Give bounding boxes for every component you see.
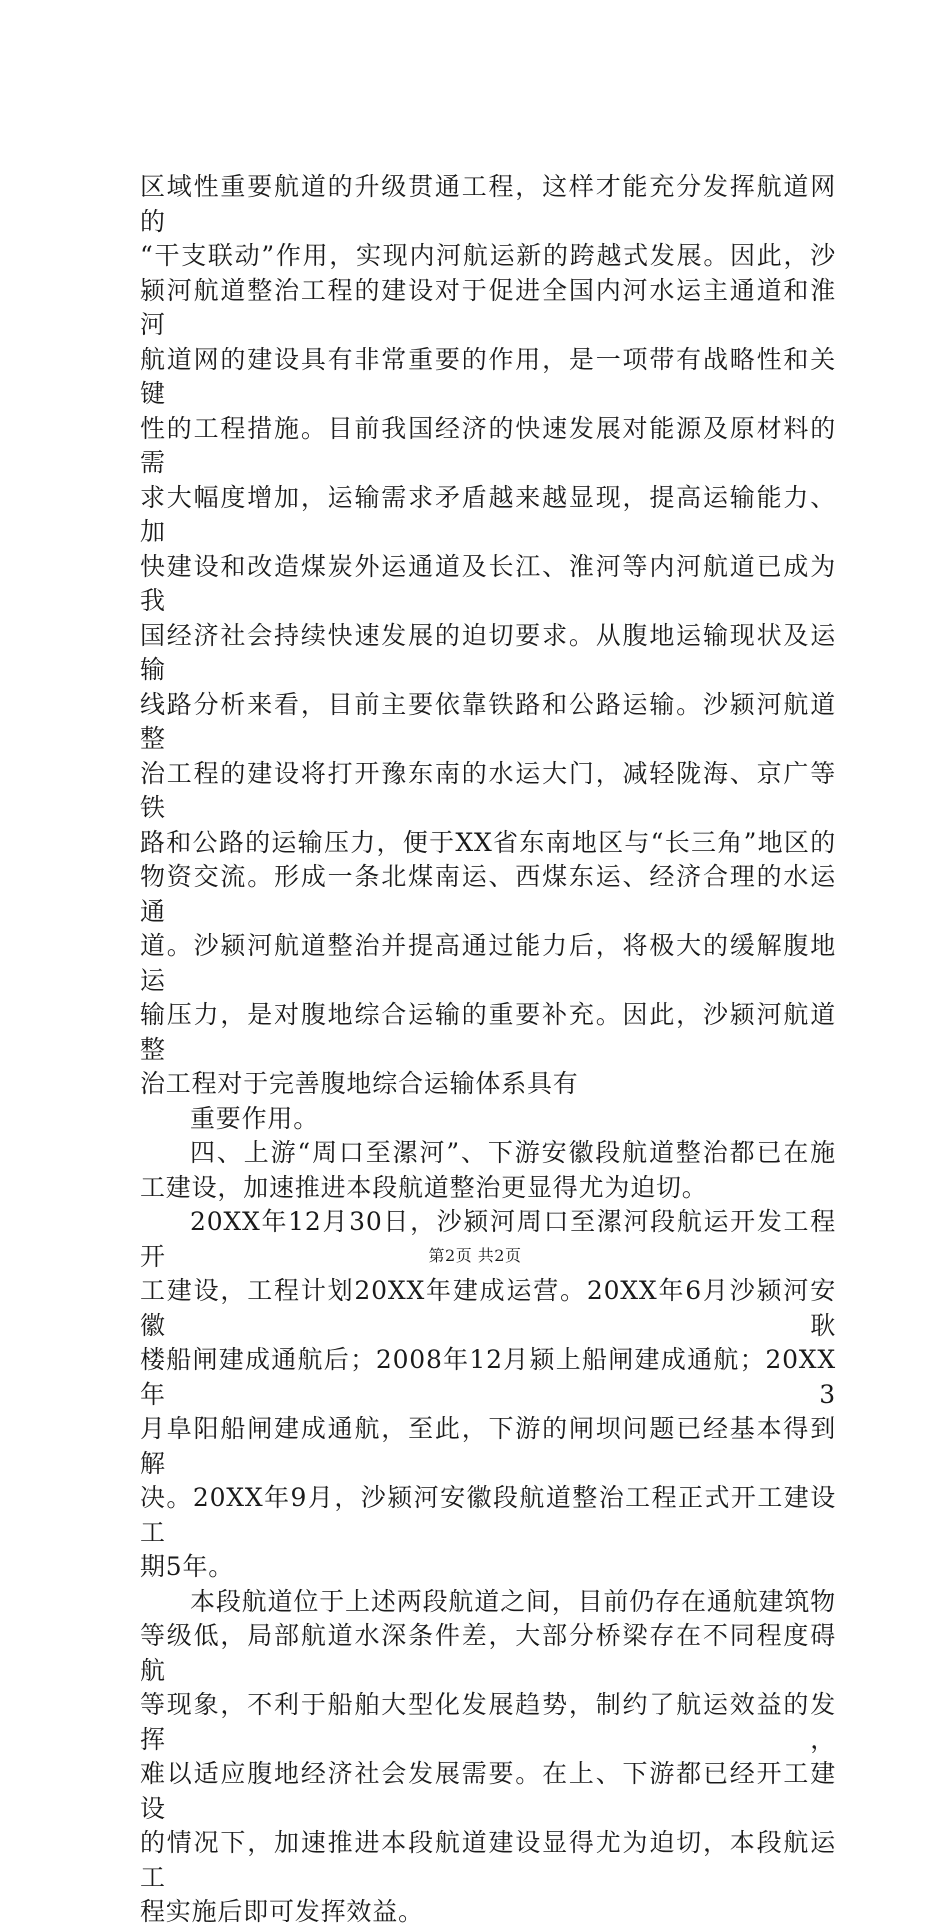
text-line: 期5年。 [140,1552,235,1581]
text-line: 决。20XX年9月，沙颍河安徽段航道整治工程正式开工建设工 [140,1483,836,1547]
text-line: 等级低，局部航道水深条件差，大部分桥梁存在不同程度碍航 [140,1621,836,1685]
text-line: 程实施后即可发挥效益。 [140,1897,424,1926]
text-line: 等现象，不利于船舶大型化发展趋势，制约了航运效益的发挥， [140,1690,836,1754]
paragraph-section-four [140,1136,836,1205]
text-line: 性的工程措施。目前我国经济的快速发展对能源及原材料的需 [140,413,836,477]
text-line: 楼船闸建成通航后；2008年12月颍上船闸建成通航；20XX年3 [140,1345,836,1409]
text-line: 道。沙颍河航道整治并提高通过能力后，将极大的缓解腹地运 [140,931,836,995]
text-line: 国经济社会持续快速发展的迫切要求。从腹地运输现状及运输 [140,620,836,684]
text-line: 四、上游“周口至漯河”、下游安徽段航道整治都已在施 [190,1138,836,1167]
text-line: “干支联动”作用，实现内河航运新的跨越式发展。因此，沙 [140,241,836,270]
text-line: 治工程的建设将打开豫东南的水运大门，减轻陇海、京广等铁 [140,758,836,822]
text-line: 治工程对于完善腹地综合运输体系具有 [140,1069,579,1098]
text-line: 输压力，是对腹地综合运输的重要补充。因此，沙颍河航道整 [140,1000,836,1064]
text-line: 快建设和改造煤炭外运通道及长江、淮河等内河航道已成为我 [140,551,836,615]
paragraph [140,1585,836,1930]
text-line: 工建设，加速推进本段航道整治更显得尤为迫切。 [140,1172,708,1202]
text-line: 路和公路的运输压力，便于XX省东南地区与“长三角”地区的 [140,827,836,857]
text-line: 月阜阳船闸建成通航，至此，下游的闸坝问题已经基本得到解 [140,1414,836,1478]
paragraph [140,1102,836,1137]
text-line: 本段航道位于上述两段航道之间，目前仍存在通航建筑物 [190,1586,836,1616]
text-line: 工建设，工程计划20XX年建成运营。20XX年6月沙颍河安徽耿 [140,1276,836,1340]
document-body [140,170,836,1930]
text-line: 颍河航道整治工程的建设对于促进全国内河水运主通道和淮河 [140,275,836,339]
page-number-footer: 第2页 共2页 [428,1246,522,1265]
text-line: 重要作用。 [190,1103,320,1133]
text-line: 航道网的建设具有非常重要的作用，是一项带有战略性和关键 [140,344,836,408]
text-line: 线路分析来看，目前主要依靠铁路和公路运输。沙颍河航道整 [140,689,836,753]
text-line: 的情况下，加速推进本段航道建设显得尤为迫切，本段航运工 [140,1828,836,1892]
paragraph-continuation [140,170,836,1102]
text-line: 物资交流。形成一条北煤南运、西煤东运、经济合理的水运通 [140,862,836,926]
text-line: 难以适应腹地经济社会发展需要。在上、下游都已经开工建设 [140,1759,836,1823]
text-line: 求大幅度增加，运输需求矛盾越来越显现，提高运输能力、加 [140,482,836,546]
text-line: 区域性重要航道的升级贯通工程，这样才能充分发挥航道网的 [140,172,836,236]
text-line: 20XX年12月30日，沙颍河周口至漯河段航运开发工程开 [140,1207,836,1271]
